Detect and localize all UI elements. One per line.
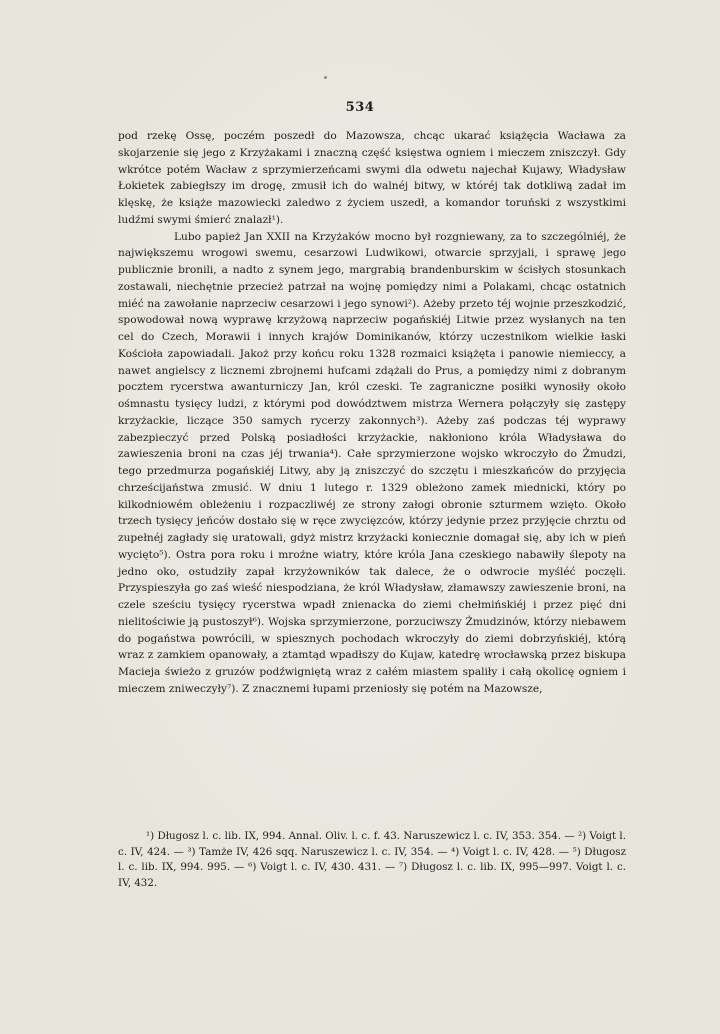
page-number: 534 [345,100,375,115]
footnotes-text: ¹) Długosz l. c. lib. IX, 994. Annal. Oliv. l. c. f. 43. Naruszewicz l. c. IV, 353. 354. — ²) Voigt l. c. IV, 424. — ³) Tamże IV, 426 sqq. Naruszewicz l. c. IV, 354. — ⁴) Voigt l. c. IV, 428. — ⁵) Długosz l. c. lib. IX, 994. 995. — ⁶) Voigt l. c. IV, 430. 431. — ⁷) Długosz l. c. lib. IX, 995—997. Voigt l. c. IV, 432. [118,830,626,889]
speck-mark [324,76,327,79]
main-text [118,128,626,698]
paragraph-1: pod rzekę Ossę, poczém poszedł do Mazowsza, chcąc ukarać książęcia Wacława za skojarzenie się jego z Krzyżakami i znaczną część księstwa ogniem i mieczem zniszczył. Gdy wkrótce potém Wacław z sprzymierzeńcami swymi dla odwetu najechał Kujawy, Władysław Łokietek zabiegłszy im drogę, zmusił ich do walnéj bitwy, w któréj tak dotkliwą zadał im klęskę, że książe mazowiecki zaledwo z życiem uszedł, a komandor toruński z wszystkimi ludźmi swymi śmierć znalazł¹). [118,130,626,226]
paragraph-2: Lubo papież Jan XXII na Krzyżaków mocno był rozgniewany, za to szczególniéj, że największemu wrogowi swemu, cesarzowi Ludwikowi, otwarcie sprzyjali, i sprawę jego publicznie bronili, a nadto z synem jego, margrabią brandenburskim w ścisłych stosunkach zostawali, niechętnie przecież patrzał na wojnę pomiędzy nimi a Polakami, chcąc ostatnich miéć na zawołanie naprzeciw cesarzowi i jego synowi²). Ażeby przeto téj wojnie przeszkodzić, spowodował nową wyprawę krzyżową naprzeciw pogańskiéj Litwie przez wysłanych na ten cel do Czech, Morawii i innych krajów Dominikanów, którzy uczestnikom wielkie łaski Kościoła zapowiadali. Jakoż przy końcu roku 1328 rozmaici książęta i panowie niemieccy, a nawet angielscy z licznemi zbrojnemi hufcami zdążali do Prus, a pomiędzy nimi z dobranym pocztem rycerstwa awanturniczy Jan, król czeski. Te zagraniczne posiłki wynosiły około ośmnastu tysięcy ludzi, z którymi pod dowództwem mistrza Wernera połączyły się zastępy krzyżackie, liczące 350 samych rycerzy zakonnych³). Ażeby zaś podczas téj wyprawy zabezpieczyć przed Polską posiadłości krzyżackie, nakłoniono króla Władysława do zawieszenia broni na czas jéj trwania⁴). Całe sprzymierzone wojsko wkroczyło do Żmudzi, tego przedmurza pogańskiéj Litwy, aby ją zniszczyć do szczętu i mieszkańców do przyjęcia chrześcijaństwa zmusić. W dniu 1 lutego r. 1329 obleżono zamek miednicki, który po kilkodniowém obleżeniu i rozpaczliwéj ze strony załogi obronie szturmem wzięto. Około trzech tysięcy jeńców dostało się w ręce zwycięzców, którzy jedynie przez przyjęcie chrztu od zupełnéj zagłady się uratowali, gdyż mistrz krzyżacki koniecznie domagał się, aby ich w pień wycięto⁵). Ostra pora roku i mroźne wiatry, które króla Jana czeskiego nabawiły ślepoty na jedno oko, ostudziły zapał krzyżowników tak dalece, że o odwrocie myśléć poczęli. Przyspieszyła go zaś wieść niespodziana, że król Władysław, złamawszy zawieszenie broni, na czele sześciu tysięcy rycerstwa wpadł znienacka do ziemi chełmińskiéj i przez pięć dni nielitościwie ją pustoszył⁶). Wojska sprzymierzone, porzuciwszy Żmudzinów, którzy niebawem do pogaństwa powrócili, w spiesznych pochodach wkroczyły do ziemi dobrzyńskiéj, którą wraz z zamkiem opanowały, a ztamtąd wpadłszy do Kujaw, katedrę wrocławską przez biskupa Macieja świeżo z gruzów podźwigniętą wraz z całém miastem spaliły i całą okolicę ogniem i mieczem zniweczyły⁷). Z znacznemi łupami przeniosły się potém na Mazowsze, [118,230,626,695]
footnotes [118,829,626,891]
